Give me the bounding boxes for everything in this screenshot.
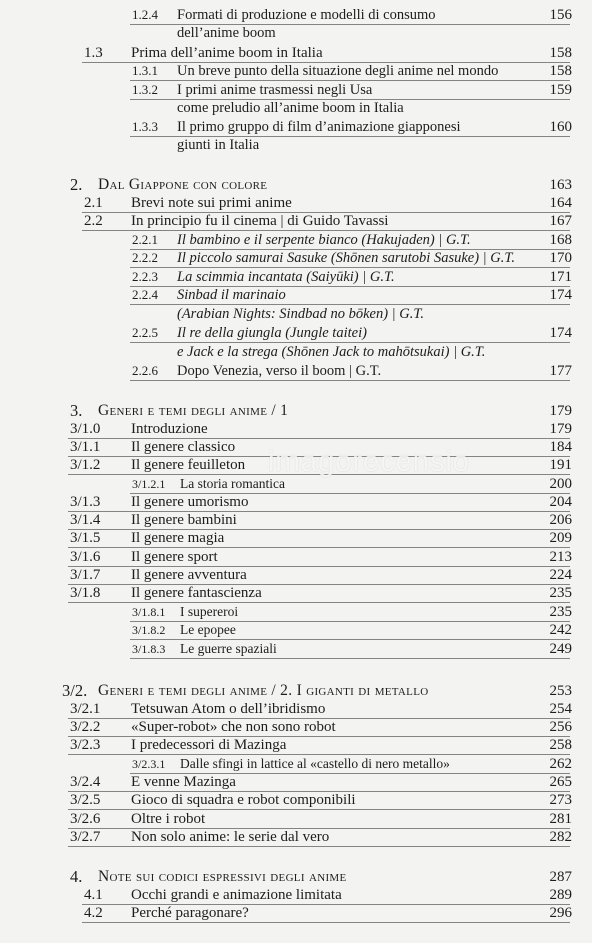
toc-entry-number: 3/1.8.3 [132,642,166,656]
toc-entry-title: dell’anime boom [177,25,276,41]
toc-entry-row [0,6,592,24]
toc-entry-title: giunti in Italia [177,137,260,153]
toc-entry-row [0,736,592,754]
toc-separator-line [130,493,570,494]
toc-entry-title: Dal Giappone con colore [98,176,268,193]
toc-page-number: 159 [549,82,572,98]
toc-page-number: 184 [549,439,572,455]
toc-entry-row [0,791,592,809]
toc-entry-number: 2.1 [84,195,103,211]
toc-entry-row [0,886,592,904]
toc-separator-line [130,380,570,381]
toc-separator-line [82,230,570,231]
toc-entry-title: Le guerre spaziali [180,641,277,656]
toc-entry-number: 2.2.4 [132,287,158,302]
toc-entry-row [0,548,592,566]
toc-separator-line [68,547,570,548]
toc-separator-line [130,639,570,640]
toc-entry-title: «Super-robot» che non sono robot [131,719,336,735]
toc-entry-row [0,621,592,639]
toc-entry-number: 2.2.5 [132,325,158,340]
toc-entry-row [0,810,592,828]
toc-entry-title: Tetsuwan Atom o dell’ibridismo [131,701,326,717]
toc-entry-row [0,718,592,736]
toc-separator-line [130,136,570,137]
toc-entry-number: 3/1.0 [70,421,101,437]
toc-entry-title: Sinbad il marinaio [177,287,286,303]
toc-separator-line [68,809,570,810]
toc-page-number: 191 [549,457,572,473]
toc-separator-line [68,828,570,829]
toc-page-number: 209 [549,530,572,546]
toc-page-number: 213 [549,549,572,565]
toc-entry-number: 2.2 [84,213,103,229]
toc-entry-number: 3/2. [62,681,88,700]
toc-entry-row [0,249,592,267]
toc-entry-title: Non solo anime: le serie dal vero [131,829,330,845]
toc-page-number: 174 [549,287,572,303]
toc-page-number: 224 [549,567,572,583]
toc-entry-row [0,194,592,212]
toc-entry-title: Il genere avventura [131,567,247,583]
toc-separator-line [68,736,570,737]
toc-separator-line [82,922,570,923]
toc-entry-row [0,268,592,286]
toc-entry-title: In principio fu il cinema | di Guido Tavassi [131,213,389,229]
toc-entry-row [0,493,592,511]
toc-entry-number: 4. [70,867,83,886]
toc-entry-title: Il primo gruppo di film d’animazione giapponesi [177,119,461,135]
toc-entry-number: 4.1 [84,887,103,903]
toc-page-number: 167 [549,213,572,229]
toc-page-number: 253 [549,683,572,699]
toc-page-number: 204 [549,494,572,510]
toc-entry-title: Il genere bambini [131,512,237,528]
toc-entry-title: Il genere sport [131,549,218,565]
toc-entry-number: 3/1.1 [70,439,101,455]
toc-page-number: 242 [549,622,572,638]
toc-page-number: 273 [549,792,572,808]
toc-page-number: 168 [549,232,572,248]
toc-entry-title: La scimmia incantata (Saiyūki) | G.T. [177,269,395,285]
toc-separator-line [68,566,570,567]
toc-entry-title: Dalle sfingi in lattice al «castello di nero metallo» [180,756,450,771]
toc-separator-line [68,718,570,719]
toc-entry-row [0,904,592,922]
toc-entry-number: 3/1.2.1 [132,477,166,491]
toc-entry-title: E venne Mazinga [131,774,236,790]
toc-page-number: 163 [549,177,572,193]
toc-page-number: 179 [549,403,572,419]
toc-entry-row [0,44,592,62]
toc-page-number: 235 [549,604,572,620]
toc-separator-line [68,846,570,847]
toc-separator-line [82,904,570,905]
toc-entry-title: Il bambino e il serpente bianco (Hakujaden) | G.T. [177,232,471,248]
toc-page-number: 287 [549,869,572,885]
toc-entry-row [0,343,592,361]
toc-entry-number: 3/1.8.1 [132,605,166,619]
toc-separator-line [130,80,570,81]
toc-separator-line [68,438,570,439]
toc-page-number: 179 [549,421,572,437]
toc-entry-number: 4.2 [84,905,103,921]
toc-entry-title: e Jack e la strega (Shōnen Jack to mahōtsukai) | G.T. [177,344,486,360]
toc-entry-row [0,584,592,602]
toc-entry-row [0,773,592,791]
toc-entry-row [0,640,592,658]
toc-page-number: 171 [549,269,572,285]
toc-separator-line [68,584,570,585]
toc-page-number: 289 [549,887,572,903]
toc-entry-row [0,324,592,342]
toc-separator-line [130,99,570,100]
toc-page-number: 158 [549,63,572,79]
toc-entry-number: 3/1.7 [70,567,101,583]
toc-entry-number: 1.3.1 [132,63,158,78]
toc-entry-row [0,99,592,117]
toc-page-number: 177 [549,363,572,379]
toc-separator-line [130,773,570,774]
toc-entry-row [0,566,592,584]
toc-entry-number: 1.2.4 [132,7,158,22]
toc-entry-title: Il re della giungla (Jungle taitei) [177,325,367,341]
toc-entry-title: Prima dell’anime boom in Italia [131,45,323,61]
toc-separator-line [68,602,570,603]
toc-page-number: 249 [549,641,572,657]
toc-separator-line [130,342,570,343]
toc-entry-number: 3/2.3 [70,737,101,753]
toc-entry-number: 3/2.3.1 [132,757,166,771]
toc-page-number: 262 [549,756,572,772]
toc-entry-title: Il piccolo samurai Sasuke (Shōnen sarutobi Sasuke) | G.T. [177,250,515,266]
toc-entry-title: Brevi note sui primi anime [131,195,292,211]
toc-entry-number: 3/2.4 [70,774,101,790]
toc-page-number: 254 [549,701,572,717]
toc-entry-number: 2.2.3 [132,269,158,284]
toc-entry-title: Occhi grandi e animazione limitata [131,887,342,903]
toc-page-number: 158 [549,45,572,61]
toc-entry-number: 2.2.1 [132,232,158,247]
toc-entry-title: Generi e temi degli anime / 2. I giganti di metallo [98,682,429,699]
toc-page-number: 258 [549,737,572,753]
toc-page-number: 174 [549,325,572,341]
toc-entry-row [0,305,592,323]
toc-entry-number: 3/2.6 [70,811,101,827]
toc-entry-title: Le epopee [180,622,236,637]
toc-entry-title: La storia romantica [180,476,285,491]
toc-entry-number: 3/1.5 [70,530,101,546]
toc-entry-number: 3/1.2 [70,457,101,473]
toc-entry-title: Gioco di squadra e robot componibili [131,792,356,808]
toc-entry-title: Dopo Venezia, verso il boom | G.T. [177,363,382,379]
toc-page-number: 256 [549,719,572,735]
toc-entry-number: 2.2.6 [132,363,158,378]
toc-entry-title: Oltre i robot [131,811,206,827]
toc-entry-number: 1.3.2 [132,82,158,97]
toc-entry-number: 3. [70,401,83,420]
toc-entry-number: 3/1.8 [70,585,101,601]
toc-entry-title: (Arabian Nights: Sindbad no bōken) | G.T. [177,306,424,322]
toc-separator-line [68,791,570,792]
toc-entry-number: 1.3.3 [132,119,158,134]
toc-entry-title: Perché paragonare? [131,905,249,921]
toc-entry-title: Un breve punto della situazione degli anime nel mondo [177,63,499,79]
toc-entry-number: 3/2.5 [70,792,101,808]
toc-entry-number: 2.2.2 [132,250,158,265]
toc-chapter-row [0,682,592,700]
toc-entry-title: I supereroi [180,604,239,619]
toc-entry-number: 2. [70,175,83,194]
watermark: imagorecensio [268,445,470,478]
toc-page-number: 170 [549,250,572,266]
toc-entry-title: I primi anime trasmessi negli Usa [177,82,373,98]
toc-entry-row [0,24,592,42]
toc-separator-line [82,62,570,63]
toc-page-number: 200 [549,476,572,492]
toc-separator-line [130,286,570,287]
toc-entry-row [0,529,592,547]
toc-entry-row [0,118,592,136]
toc-entry-number: 3/1.6 [70,549,101,565]
toc-entry-title: Note sui codici espressivi degli anime [98,868,347,885]
toc-entry-title: Il genere magia [131,530,225,546]
toc-entry-number: 3/2.7 [70,829,101,845]
toc-entry-row [0,62,592,80]
toc-entry-row [0,420,592,438]
toc-entry-number: 3/1.3 [70,494,101,510]
toc-entry-number: 3/1.8.2 [132,623,166,637]
toc-separator-line [68,529,570,530]
toc-entry-title: come preludio all’anime boom in Italia [177,100,404,116]
toc-entry-row [0,700,592,718]
toc-entry-row [0,511,592,529]
toc-chapter-row [0,176,592,194]
toc-entry-row [0,362,592,380]
toc-separator-line [130,621,570,622]
toc-separator-line [130,658,570,659]
toc-page-number: 296 [549,905,572,921]
toc-page-number: 265 [549,774,572,790]
toc-separator-line [130,24,570,25]
toc-chapter-row [0,402,592,420]
toc-entry-row [0,603,592,621]
toc-separator-line [130,267,570,268]
toc-entry-row [0,286,592,304]
toc-separator-line [130,304,570,305]
toc-entry-number: 3/1.4 [70,512,101,528]
toc-entry-title: Il genere fantascienza [131,585,262,601]
toc-entry-number: 3/2.2 [70,719,101,735]
toc-separator-line [68,511,570,512]
toc-entry-title: Generi e temi degli anime / 1 [98,402,289,419]
toc-separator-line [68,754,570,755]
toc-page-number: 156 [549,7,572,23]
toc-entry-title: I predecessori di Mazinga [131,737,287,753]
toc-entry-title: Il genere classico [131,439,236,455]
toc-page-number: 235 [549,585,572,601]
toc-entry-row [0,136,592,154]
toc-page-number: 206 [549,512,572,528]
toc-entry-title: Formati di produzione e modelli di consumo [177,7,436,23]
toc-entry-title: Il genere umorismo [131,494,249,510]
toc-entry-row [0,755,592,773]
toc-separator-line [82,212,570,213]
toc-entry-row [0,828,592,846]
toc-chapter-row [0,868,592,886]
toc-entry-row [0,231,592,249]
toc-entry-row [0,212,592,230]
toc-page-number: 160 [549,119,572,135]
toc-entry-number: 1.3 [84,45,103,61]
toc-entry-title: Introduzione [131,421,208,437]
toc-entry-number: 3/2.1 [70,701,101,717]
toc-page-number: 282 [549,829,572,845]
toc-separator-line [130,249,570,250]
toc-entry-row [0,81,592,99]
toc-entry-title: Il genere feuilleton [131,457,246,473]
toc-page-number: 281 [549,811,572,827]
toc-page-number: 164 [549,195,572,211]
